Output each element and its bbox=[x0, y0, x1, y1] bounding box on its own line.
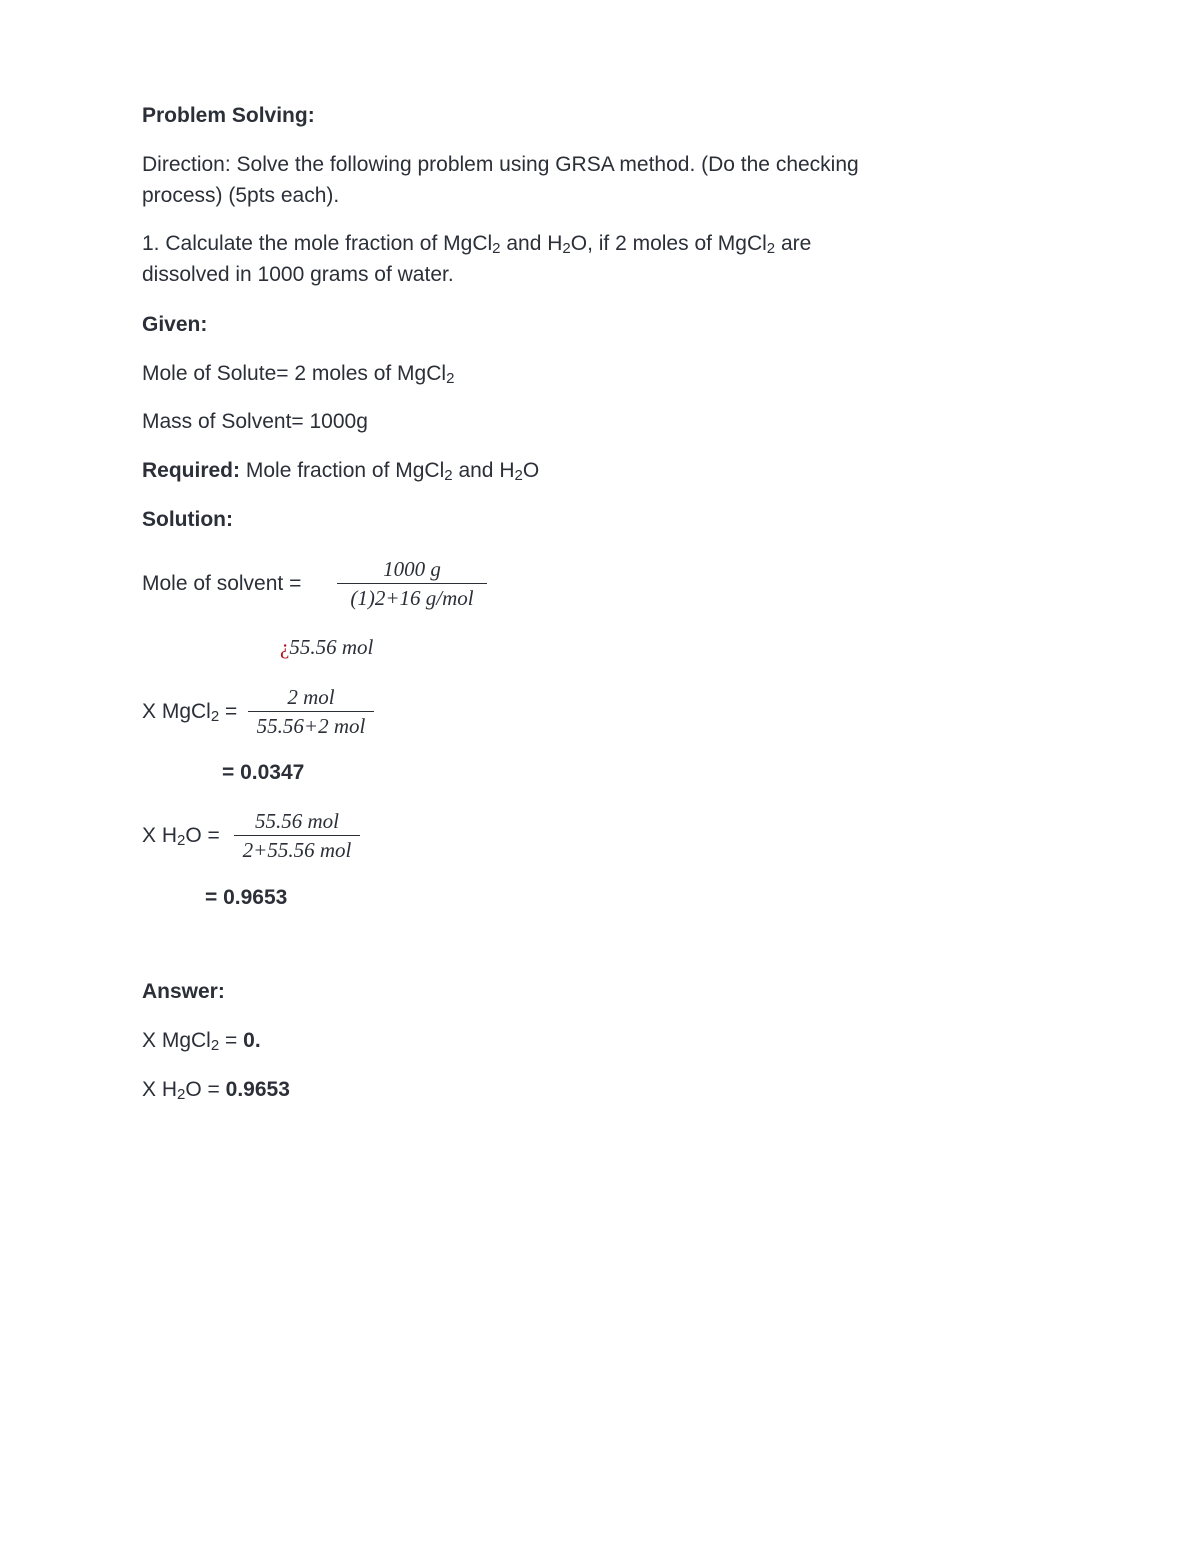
given-label: Given: bbox=[142, 313, 208, 336]
required-text: and H bbox=[452, 459, 515, 482]
x-mgcl2-result: = 0.0347 bbox=[222, 761, 305, 784]
x-h2o-label bbox=[142, 821, 220, 856]
given-solute-text: Mole of Solute= 2 moles of MgCl bbox=[142, 362, 447, 385]
answer-label: Answer: bbox=[142, 980, 225, 1003]
answer-mgcl2-text: X MgCl bbox=[142, 1029, 211, 1052]
required-text: Mole fraction of MgCl bbox=[240, 459, 445, 482]
question-text: 1. Calculate the mole fraction of MgCl bbox=[142, 232, 493, 255]
question-text: are bbox=[775, 232, 812, 255]
x-h2o-text: X H bbox=[142, 824, 178, 847]
given-solute bbox=[142, 359, 454, 394]
direction-line-1: Direction: Solve the following problem using GRSA method. (Do the checking bbox=[142, 153, 859, 176]
solution-label: Solution: bbox=[142, 508, 233, 531]
subscript: 2 bbox=[766, 240, 776, 257]
subscript: 2 bbox=[444, 467, 453, 484]
equals-sign: = bbox=[219, 1029, 244, 1052]
fraction-denominator: (1)2+16 g/mol bbox=[350, 586, 474, 610]
subscript: 2 bbox=[177, 832, 186, 849]
subscript: 2 bbox=[177, 1086, 186, 1103]
x-mgcl2-label bbox=[142, 697, 237, 732]
fraction-numerator: 1000 g bbox=[383, 557, 441, 581]
answer-h2o-value: 0.9653 bbox=[225, 1078, 290, 1101]
fraction-denominator: 55.56+2 mol bbox=[256, 714, 366, 738]
equals-sign: = bbox=[219, 700, 238, 723]
question-text: and H bbox=[500, 232, 563, 255]
given-solvent: Mass of Solvent= 1000g bbox=[142, 410, 368, 433]
direction-line-2: process) (5pts each). bbox=[142, 184, 340, 207]
fraction-numerator: 55.56 mol bbox=[255, 809, 339, 833]
x-h2o-fraction bbox=[234, 807, 360, 864]
mole-solvent-label: Mole of solvent = bbox=[142, 572, 302, 595]
subscript: 2 bbox=[446, 370, 455, 387]
subscript: 2 bbox=[210, 1037, 220, 1054]
x-mgcl2-text: X MgCl bbox=[142, 700, 211, 723]
subscript: 2 bbox=[210, 708, 220, 725]
mole-solvent-result bbox=[280, 632, 373, 662]
x-h2o-result: = 0.9653 bbox=[205, 886, 288, 909]
required-line bbox=[142, 456, 539, 491]
invalid-char-mark: ¿ bbox=[280, 635, 290, 659]
question-line-2: dissolved in 1000 grams of water. bbox=[142, 263, 454, 286]
required-text: O bbox=[522, 459, 540, 482]
subscript: 2 bbox=[492, 240, 501, 257]
required-label: Required: bbox=[142, 459, 241, 482]
section-title: Problem Solving: bbox=[142, 104, 315, 127]
subscript: 2 bbox=[514, 467, 523, 484]
mole-solvent-fraction bbox=[337, 555, 487, 612]
question-line-1 bbox=[142, 229, 811, 264]
answer-h2o bbox=[142, 1075, 290, 1110]
x-mgcl2-fraction bbox=[248, 683, 374, 740]
fraction-denominator: 2+55.56 mol bbox=[242, 838, 352, 862]
fraction-numerator: 2 mol bbox=[287, 685, 335, 709]
mole-solvent-value: 55.56 mol bbox=[289, 635, 374, 659]
question-text: O, if 2 moles of MgCl bbox=[570, 232, 767, 255]
answer-mgcl2 bbox=[142, 1026, 261, 1061]
answer-mgcl2-value: 0. bbox=[243, 1029, 261, 1052]
answer-h2o-text: O = bbox=[185, 1078, 226, 1101]
answer-h2o-text: X H bbox=[142, 1078, 178, 1101]
x-h2o-text: O = bbox=[185, 824, 220, 847]
subscript: 2 bbox=[562, 240, 571, 257]
